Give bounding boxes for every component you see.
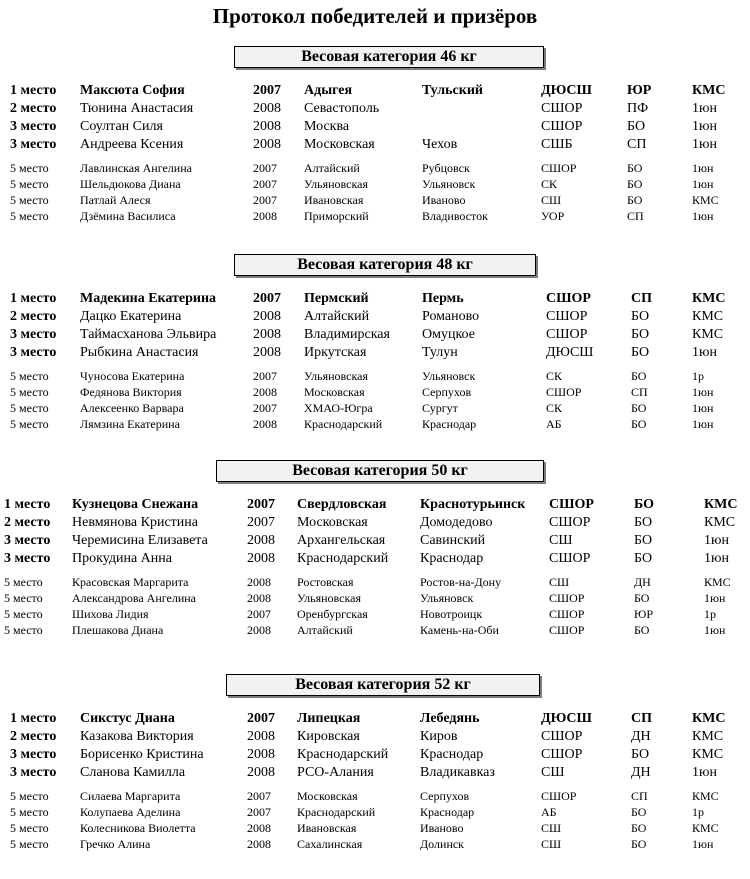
rank-cell: 1юн (692, 137, 717, 152)
city-cell: Серпухов (422, 385, 472, 399)
year-cell: 2008 (247, 765, 275, 780)
dept-cell: БО (627, 193, 643, 207)
rank-cell: 1юн (692, 401, 714, 415)
year-cell: 2008 (247, 551, 275, 566)
result-row (0, 308, 750, 326)
city-cell: Сургут (422, 401, 458, 415)
result-row (0, 368, 750, 384)
rank-cell: 1юн (692, 765, 717, 780)
region-cell: Московская (304, 137, 375, 152)
place-cell: 1 место (10, 291, 57, 306)
name-cell: Казакова Виктория (80, 729, 194, 744)
name-cell: Лавлинская Ангелина (80, 161, 192, 175)
dept-cell: БО (631, 401, 647, 415)
rank-cell: 1р (692, 805, 704, 819)
city-cell: Романово (422, 309, 480, 324)
org-cell: СШ (549, 575, 570, 589)
result-row (0, 574, 750, 590)
rank-cell: 1юн (704, 591, 726, 605)
org-cell: СШОР (541, 161, 577, 175)
dept-cell: СП (631, 711, 652, 726)
place-cell: 5 место (10, 369, 49, 383)
year-cell: 2007 (253, 161, 277, 175)
year-cell: 2007 (253, 369, 277, 383)
dept-cell: БО (631, 821, 647, 835)
result-row (0, 118, 750, 136)
name-cell: Прокудина Анна (72, 551, 172, 566)
place-cell: 5 место (10, 385, 49, 399)
region-cell: Иркутская (304, 345, 367, 360)
dept-cell: БО (634, 551, 653, 566)
year-cell: 2007 (253, 177, 277, 191)
rank-cell: 1юн (704, 623, 726, 637)
result-row (0, 290, 750, 308)
year-cell: 2007 (247, 711, 275, 726)
rank-cell: 1юн (692, 345, 717, 360)
org-cell: СШ (541, 193, 562, 207)
region-cell: Краснодарский (297, 747, 389, 762)
org-cell: СК (546, 401, 563, 415)
region-cell: Ульяновская (304, 177, 368, 191)
name-cell: Невмянова Кристина (72, 515, 198, 530)
org-cell: СШОР (549, 497, 594, 512)
dept-cell: БО (631, 327, 650, 342)
org-cell: СШОР (549, 591, 585, 605)
region-cell: Московская (297, 789, 358, 803)
result-row (0, 82, 750, 100)
weight-category-section (0, 674, 750, 879)
result-row (0, 710, 750, 728)
place-cell: 3 место (10, 765, 57, 780)
dept-cell: БО (634, 497, 655, 512)
city-cell: Камень-на-Оби (420, 623, 499, 637)
result-row (0, 746, 750, 764)
org-cell: СШОР (546, 309, 588, 324)
region-cell: Краснодарский (297, 551, 389, 566)
region-cell: Алтайский (304, 161, 360, 175)
region-cell: Пермский (304, 291, 369, 306)
name-cell: Колупаева Аделина (80, 805, 181, 819)
city-cell: Савинский (420, 533, 486, 548)
rank-cell: КМС (692, 821, 719, 835)
city-cell: Краснодар (420, 747, 484, 762)
year-cell: 2008 (247, 821, 271, 835)
rank-cell: 1юн (704, 551, 729, 566)
region-cell: Липецкая (297, 711, 361, 726)
place-cell: 2 место (10, 101, 57, 116)
dept-cell: БО (631, 805, 647, 819)
dept-cell: БО (634, 591, 650, 605)
dept-cell: СП (631, 385, 648, 399)
weight-category-header: Весовая категория 46 кг (234, 46, 544, 68)
name-cell: Федянова Виктория (80, 385, 182, 399)
rank-cell: 1р (692, 369, 704, 383)
city-cell: Пермь (422, 291, 464, 306)
region-cell: Владимирская (304, 327, 390, 342)
dept-cell: СП (627, 209, 644, 223)
name-cell: Дзёмина Василиса (80, 209, 176, 223)
name-cell: Максюта София (80, 83, 185, 98)
org-cell: СШОР (549, 607, 585, 621)
region-cell: Ульяновская (304, 369, 368, 383)
region-cell: Краснодарский (304, 417, 383, 431)
name-cell: Гречко Алина (80, 837, 151, 851)
city-cell: Тулун (422, 345, 458, 360)
place-cell: 1 место (10, 83, 57, 98)
dept-cell: БО (631, 417, 647, 431)
result-row (0, 590, 750, 606)
result-row (0, 100, 750, 118)
org-cell: СШОР (549, 515, 591, 530)
result-row (0, 804, 750, 820)
city-cell: Владикавказ (420, 765, 495, 780)
rank-cell: 1юн (692, 101, 717, 116)
place-cell: 5 место (10, 417, 49, 431)
year-cell: 2008 (253, 101, 281, 116)
org-cell: ДЮСШ (541, 711, 592, 726)
year-cell: 2008 (253, 327, 281, 342)
result-row (0, 836, 750, 852)
dept-cell: ЮР (627, 83, 652, 98)
dept-cell: ЮР (634, 607, 654, 621)
dept-cell: ПФ (627, 101, 649, 116)
rank-cell: 1юн (692, 385, 714, 399)
dept-cell: БО (631, 309, 650, 324)
year-cell: 2008 (247, 837, 271, 851)
name-cell: Александрова Ангелина (72, 591, 197, 605)
place-cell: 3 место (10, 327, 57, 342)
place-cell: 1 место (4, 497, 51, 512)
year-cell: 2008 (247, 591, 271, 605)
name-cell: Плешакова Диана (72, 623, 164, 637)
region-cell: Ростовская (297, 575, 354, 589)
org-cell: СШОР (546, 291, 591, 306)
org-cell: СШОР (549, 623, 585, 637)
rank-cell: КМС (692, 789, 719, 803)
rank-cell: КМС (692, 83, 726, 98)
result-row (0, 788, 750, 804)
dept-cell: БО (631, 837, 647, 851)
dept-cell: СП (631, 291, 652, 306)
year-cell: 2008 (253, 119, 281, 134)
dept-cell: БО (631, 369, 647, 383)
dept-cell: БО (627, 161, 643, 175)
weight-category-section (0, 46, 750, 251)
year-cell: 2007 (253, 193, 277, 207)
place-cell: 5 место (10, 401, 49, 415)
place-cell: 3 место (10, 747, 57, 762)
result-row (0, 820, 750, 836)
year-cell: 2008 (247, 623, 271, 637)
region-cell: Сахалинская (297, 837, 363, 851)
city-cell: Иваново (420, 821, 464, 835)
region-cell: Кировская (297, 729, 360, 744)
result-row (0, 532, 750, 550)
dept-cell: БО (634, 515, 653, 530)
result-row (0, 160, 750, 176)
city-cell: Домодедово (420, 515, 493, 530)
result-row (0, 326, 750, 344)
org-cell: ДЮСШ (546, 345, 594, 360)
name-cell: Соултан Силя (80, 119, 163, 134)
name-cell: Андреева Ксения (80, 137, 184, 152)
result-row (0, 136, 750, 154)
region-cell: РСО-Алания (297, 765, 374, 780)
name-cell: Борисенко Кристина (80, 747, 204, 762)
name-cell: Красовская Маргарита (72, 575, 189, 589)
place-cell: 2 место (10, 309, 57, 324)
org-cell: СК (546, 369, 563, 383)
rank-cell: КМС (692, 747, 724, 762)
rank-cell: 1юн (692, 119, 717, 134)
region-cell: Москва (304, 119, 350, 134)
rank-cell: КМС (704, 515, 736, 530)
place-cell: 3 место (10, 137, 57, 152)
place-cell: 2 место (10, 729, 57, 744)
rank-cell: 1юн (692, 837, 714, 851)
city-cell: Ульяновск (420, 591, 474, 605)
weight-category-header: Весовая категория 50 кг (216, 460, 544, 482)
result-row (0, 550, 750, 568)
org-cell: АБ (541, 805, 557, 819)
org-cell: СШОР (541, 119, 583, 134)
region-cell: Архангельская (297, 533, 386, 548)
place-cell: 5 место (10, 161, 49, 175)
city-cell: Рубцовск (422, 161, 470, 175)
result-row (0, 496, 750, 514)
place-cell: 5 место (4, 575, 43, 589)
year-cell: 2008 (247, 533, 275, 548)
rank-cell: 1юн (692, 209, 714, 223)
region-cell: Ульяновская (297, 591, 361, 605)
result-row (0, 514, 750, 532)
year-cell: 2007 (247, 497, 275, 512)
name-cell: Кузнецова Снежана (72, 497, 199, 512)
dept-cell: ДН (634, 575, 651, 589)
place-cell: 3 место (4, 533, 51, 548)
year-cell: 2007 (247, 789, 271, 803)
rank-cell: 1юн (692, 161, 714, 175)
region-cell: Ивановская (297, 821, 357, 835)
result-row (0, 416, 750, 432)
place-cell: 3 место (10, 119, 57, 134)
year-cell: 2007 (253, 291, 281, 306)
org-cell: СШОР (546, 327, 588, 342)
name-cell: Шихова Лидия (72, 607, 149, 621)
place-cell: 5 место (10, 821, 49, 835)
rank-cell: КМС (692, 291, 726, 306)
result-row (0, 208, 750, 224)
result-row (0, 764, 750, 782)
org-cell: СШ (541, 837, 562, 851)
region-cell: Приморский (304, 209, 369, 223)
dept-cell: БО (631, 345, 650, 360)
place-cell: 2 место (4, 515, 51, 530)
rank-cell: КМС (692, 327, 724, 342)
result-row (0, 176, 750, 192)
place-cell: 3 место (4, 551, 51, 566)
dept-cell: СП (627, 137, 647, 152)
org-cell: СШ (549, 533, 573, 548)
year-cell: 2008 (253, 209, 277, 223)
name-cell: Шельдюкова Диана (80, 177, 181, 191)
year-cell: 2008 (253, 417, 277, 431)
rank-cell: КМС (692, 193, 719, 207)
org-cell: СШОР (546, 385, 582, 399)
rank-cell: 1юн (704, 533, 729, 548)
region-cell: Краснодарский (297, 805, 376, 819)
name-cell: Чуносова Екатерина (80, 369, 185, 383)
org-cell: СШОР (541, 729, 583, 744)
region-cell: Алтайский (297, 623, 353, 637)
city-cell: Владивосток (422, 209, 488, 223)
place-cell: 5 место (10, 805, 49, 819)
org-cell: СШОР (541, 747, 583, 762)
city-cell: Ростов-на-Дону (420, 575, 502, 589)
region-cell: ХМАО-Югра (304, 401, 373, 415)
result-row (0, 192, 750, 208)
city-cell: Омуцкое (422, 327, 475, 342)
name-cell: Сланова Камилла (80, 765, 186, 780)
org-cell: СШ (541, 821, 562, 835)
city-cell: Краснотурьинск (420, 497, 526, 512)
city-cell: Ульяновск (422, 177, 476, 191)
dept-cell: БО (627, 177, 643, 191)
region-cell: Адыгея (304, 83, 353, 98)
place-cell: 5 место (4, 607, 43, 621)
dept-cell: ДН (631, 729, 651, 744)
weight-category-header: Весовая категория 52 кг (226, 674, 540, 696)
weight-category-header: Весовая категория 48 кг (234, 254, 536, 276)
name-cell: Рыбкина Анастасия (80, 345, 199, 360)
rank-cell: 1р (704, 607, 716, 621)
year-cell: 2008 (253, 309, 281, 324)
place-cell: 5 место (4, 591, 43, 605)
result-row (0, 384, 750, 400)
year-cell: 2008 (253, 137, 281, 152)
region-cell: Московская (304, 385, 365, 399)
dept-cell: СП (631, 789, 648, 803)
rank-cell: 1юн (692, 177, 714, 191)
org-cell: СШБ (541, 137, 573, 152)
rank-cell: КМС (704, 575, 731, 589)
year-cell: 2008 (253, 345, 281, 360)
city-cell: Лебедянь (420, 711, 480, 726)
year-cell: 2007 (253, 401, 277, 415)
rank-cell: КМС (692, 729, 724, 744)
org-cell: СШ (541, 765, 565, 780)
city-cell: Серпухов (420, 789, 470, 803)
city-cell: Краснодар (422, 417, 477, 431)
dept-cell: БО (634, 533, 653, 548)
region-cell: Севастополь (304, 101, 380, 116)
rank-cell: КМС (704, 497, 738, 512)
result-row (0, 400, 750, 416)
year-cell: 2007 (247, 805, 271, 819)
org-cell: СШОР (541, 101, 583, 116)
dept-cell: БО (634, 623, 650, 637)
name-cell: Черемисина Елизавета (72, 533, 208, 548)
year-cell: 2008 (247, 729, 275, 744)
year-cell: 2008 (247, 575, 271, 589)
name-cell: Мадекина Екатерина (80, 291, 217, 306)
dept-cell: БО (631, 747, 650, 762)
place-cell: 5 место (10, 209, 49, 223)
dept-cell: БО (627, 119, 646, 134)
org-cell: СШОР (541, 789, 577, 803)
rank-cell: КМС (692, 711, 726, 726)
result-row (0, 606, 750, 622)
place-cell: 5 место (10, 193, 49, 207)
region-cell: Ивановская (304, 193, 364, 207)
year-cell: 2007 (247, 607, 271, 621)
place-cell: 3 место (10, 345, 57, 360)
name-cell: Тюнина Анастасия (80, 101, 194, 116)
name-cell: Сикстус Диана (80, 711, 175, 726)
org-cell: СШОР (549, 551, 591, 566)
name-cell: Алексеенко Варвара (80, 401, 184, 415)
place-cell: 5 место (4, 623, 43, 637)
name-cell: Таймасханова Эльвира (80, 327, 217, 342)
region-cell: Оренбургская (297, 607, 368, 621)
year-cell: 2007 (253, 83, 281, 98)
year-cell: 2008 (253, 385, 277, 399)
page-title: Протокол победителей и призёров (212, 4, 538, 28)
org-cell: СК (541, 177, 558, 191)
year-cell: 2008 (247, 747, 275, 762)
name-cell: Лямзина Екатерина (80, 417, 180, 431)
result-row (0, 344, 750, 362)
city-cell: Ульяновск (422, 369, 476, 383)
place-cell: 5 место (10, 837, 49, 851)
name-cell: Колесникова Виолетта (80, 821, 196, 835)
name-cell: Дацко Екатерина (80, 309, 182, 324)
org-cell: АБ (546, 417, 562, 431)
rank-cell: КМС (692, 309, 724, 324)
city-cell: Краснодар (420, 805, 475, 819)
result-row (0, 728, 750, 746)
city-cell: Чехов (422, 137, 458, 152)
city-cell: Иваново (422, 193, 466, 207)
org-cell: ДЮСШ (541, 83, 592, 98)
place-cell: 1 место (10, 711, 57, 726)
place-cell: 5 место (10, 177, 49, 191)
city-cell: Тульский (422, 83, 483, 98)
weight-category-section (0, 254, 750, 459)
org-cell: УОР (541, 209, 565, 223)
weight-category-section (0, 460, 750, 665)
city-cell: Краснодар (420, 551, 484, 566)
year-cell: 2007 (247, 515, 275, 530)
region-cell: Свердловская (297, 497, 387, 512)
name-cell: Силаева Маргарита (80, 789, 181, 803)
dept-cell: ДН (631, 765, 651, 780)
city-cell: Киров (420, 729, 458, 744)
city-cell: Долинск (420, 837, 465, 851)
name-cell: Патлай Алеся (80, 193, 151, 207)
result-row (0, 622, 750, 638)
city-cell: Новотроицк (420, 607, 483, 621)
rank-cell: 1юн (692, 417, 714, 431)
place-cell: 5 место (10, 789, 49, 803)
region-cell: Московская (297, 515, 368, 530)
region-cell: Алтайский (304, 309, 370, 324)
